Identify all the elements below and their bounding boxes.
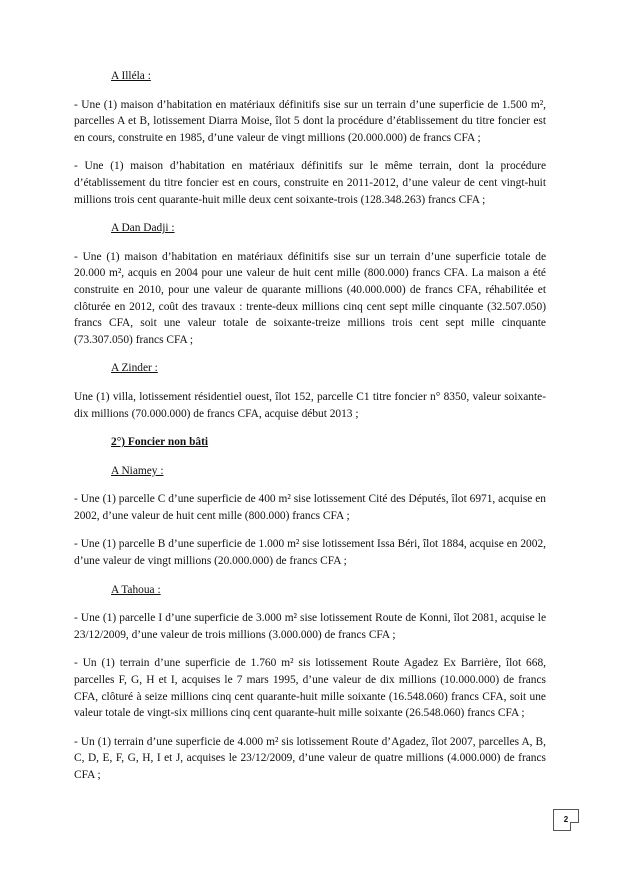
paragraph: - Une (1) parcelle I d’une superficie de 3.000 m² sise lotissement Route de Konni, îlot 2081, acquise le 23/12/2009, d’une valeur de trois millions (3.000.000) de francs CFA ;	[74, 612, 546, 641]
heading-tahoua: A Tahoua :	[111, 583, 161, 596]
paragraph: - Une (1) parcelle B d’une superficie de 1.000 m² sise lotissement Issa Béri, îlot 1884, acquise en 2002, d’une valeur de vingt millions (20.000.000) de francs CFA ;	[74, 538, 546, 568]
paragraph: - Une (1) maison d’habitation en matériaux définitifs sise sur un terrain d’une superficie de 1.500 m², parcelles A et B, lotissement Diarra Moise, îlot 5 dont la procédure d’établissement du titre foncier est en cours, construite en 1985, d’une valeur de vingt millions (20.000.000) de francs CFA ;	[74, 98, 546, 144]
page-number: 2	[553, 809, 579, 831]
heading-zinder: A Zinder :	[111, 362, 158, 375]
paragraph: - Une (1) maison d’habitation en matériaux définitifs sur le même terrain, dont la procédure d’établissement du titre foncier est en cours, construite en 2011-2012, d’une valeur de cent vingt-huit millions trois cent quarante-huit mille deux cent soixante-trois (128.348.263) francs CFA ;	[74, 160, 546, 206]
heading-illela: A Illéla :	[111, 70, 151, 82]
heading-dan-dadji: A Dan Dadji :	[111, 222, 175, 235]
paragraph: Une (1) villa, lotissement résidentiel ouest, îlot 152, parcelle C1 titre foncier n° 8350, valeur soixante-dix millions (70.000.000) de francs CFA, acquise début 2013 ;	[74, 390, 546, 420]
paragraph: - Un (1) terrain d’une superficie de 1.760 m² sis lotissement Route Agadez Ex Barrière, îlot 668, parcelles F, G, H et I, acquises le 7 mars 1995, d’une valeur de dix millions (10.000.000) de francs CFA, clôturé à seize millions cinq cent quarante-huit mille soixante (16.548.060) francs CFA, soit une valeur totale de vingt-six millions cinq cent quarante-huit mille soixante (26.548.060) francs CFA ;	[74, 657, 546, 720]
document-body	[74, 68, 546, 796]
paragraph: - Une (1) maison d’habitation en matériaux définitifs sise sur un terrain d’une superficie totale de 20.000 m², acquis en 2004 pour une valeur de huit cent mille (800.000) francs CFA. La maison a été construite en 2010, pour une valeur de quarante millions (40.000.000) de francs CFA, réhabilitée et clôturée en 2012, coût des travaux : trente-deux millions cinq cent sept mille cinquante (32.507.050) francs CFA, soit une valeur totale de soixante-treize millions trois cent sept mille cinquante (73.307.050) francs CFA ;	[74, 250, 546, 346]
heading-niamey: A Niamey :	[111, 464, 164, 477]
paragraph: - Un (1) terrain d’une superficie de 4.000 m² sis lotissement Route d’Agadez, îlot 2007, parcelles A, B, C, D, E, F, G, H, I et J, acquises le 23/12/2009, d’une valeur de quatre millions (4.000.000) de francs CFA ;	[74, 735, 546, 781]
paragraph: - Une (1) parcelle C d’une superficie de 400 m² sise lotissement Cité des Députés, îlot 6971, acquise en 2002, d’une valeur de huit cent mille (800.000) francs CFA ;	[74, 493, 546, 522]
section-title-foncier-non-bati: 2°) Foncier non bâti	[111, 436, 209, 449]
